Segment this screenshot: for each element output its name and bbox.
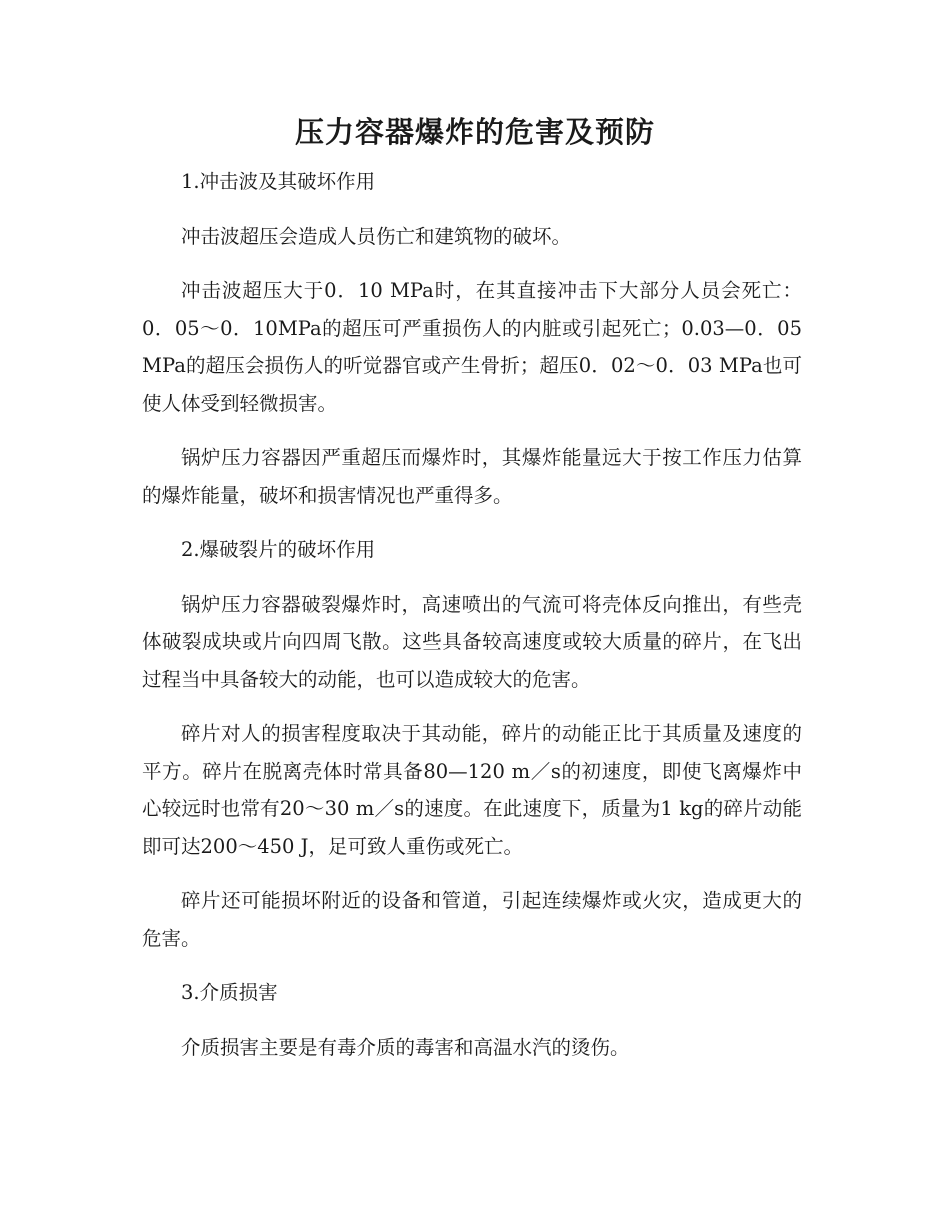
paragraph: 冲击波超压大于0．10 MPa时，在其直接冲击下大部分人员会死亡：0．05～0．10MPa的超压可严重损伤人的内脏或引起死亡；0.03—0．05 MPa的超压会损伤人的听觉器官或产生骨折；超压0．02～0．03 MPa也可使人体受到轻微损害。 <box>142 279 802 415</box>
document-title: 压力容器爆炸的危害及预防 <box>294 115 655 149</box>
paragraph: 碎片还可能损坏附近的设备和管道，引起连续爆炸或火灾，造成更大的危害。 <box>142 889 802 950</box>
section-heading-2: 2.爆破裂片的破坏作用 <box>181 538 376 561</box>
paragraph: 锅炉压力容器因严重超压而爆炸时，其爆炸能量远大于按工作压力估算的爆炸能量，破坏和损害情况也严重得多。 <box>142 446 802 507</box>
paragraph: 介质损害主要是有毒介质的毒害和高温水汽的烫伤。 <box>181 1035 630 1059</box>
paragraph: 锅炉压力容器破裂爆炸时，高速喷出的气流可将壳体反向推出，有些壳体破裂成块或片向四周飞散。这些具备较高速度或较大质量的碎片，在飞出过程当中具备较大的动能，也可以造成较大的危害。 <box>142 592 802 691</box>
document-body <box>142 163 802 1083</box>
section-heading-1: 1.冲击波及其破坏作用 <box>181 170 376 193</box>
paragraph: 碎片对人的损害程度取决于其动能，碎片的动能正比于其质量及速度的平方。碎片在脱离壳体时常具备80—120 m／s的初速度，即使飞离爆炸中心较远时也常有20～30 m／s的速度。在此速度下，质量为1 kg的碎片动能即可达200～450 J，足可致人重伤或死亡。 <box>142 722 802 858</box>
section-heading-3: 3.介质损害 <box>181 981 278 1004</box>
paragraph: 冲击波超压会造成人员伤亡和建筑物的破坏。 <box>181 224 572 248</box>
